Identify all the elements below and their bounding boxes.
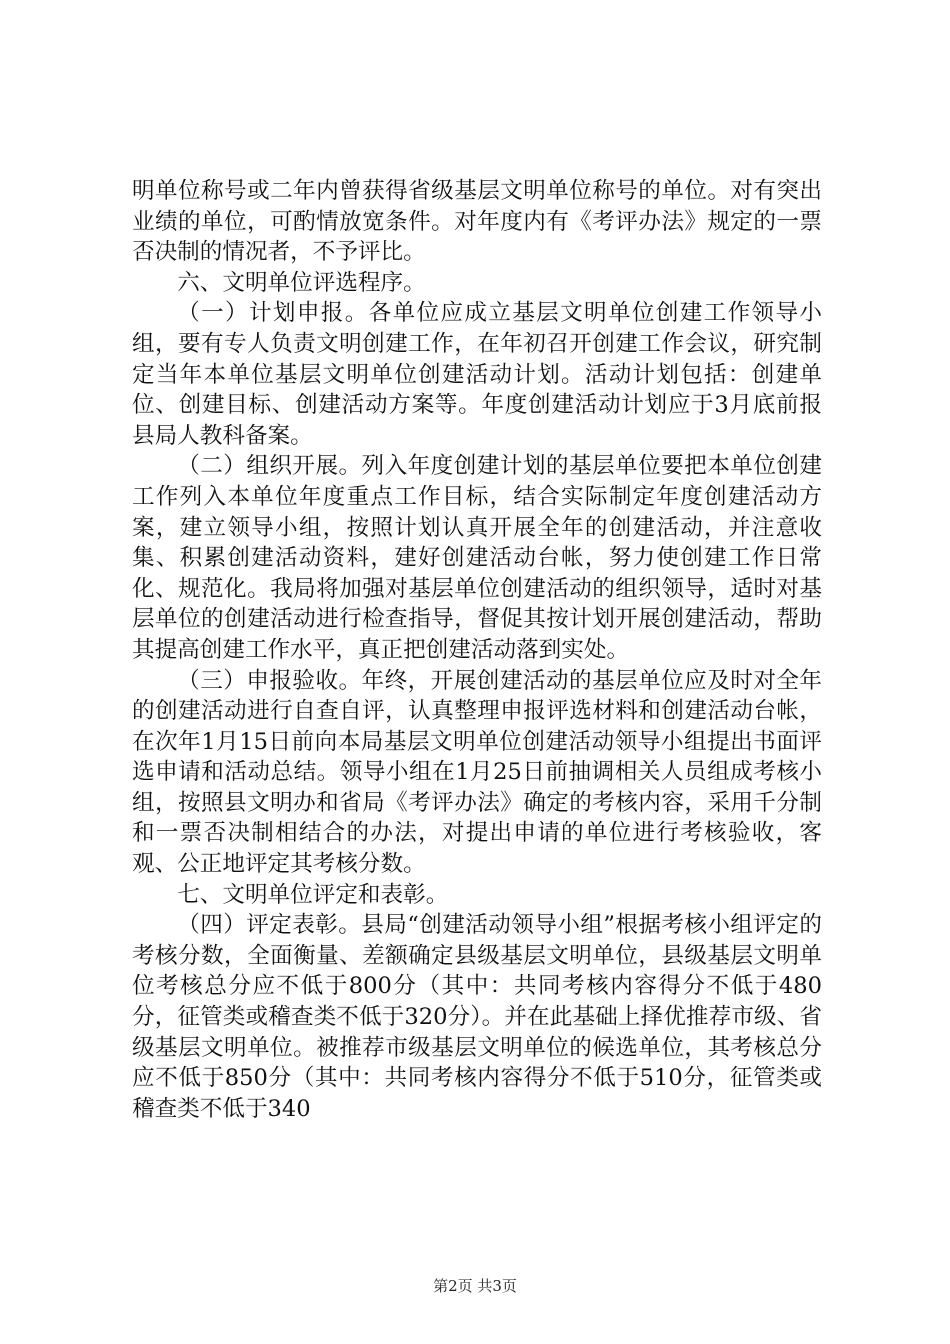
- section-heading-7: 七、文明单位评定和表彰。: [177, 881, 449, 908]
- document-body: [132, 176, 822, 1124]
- paragraph-organize: （二）组织开展。列入年度创建计划的基层单位要把本单位创建工作列入本单位年度重点工作目标，结合实际制定年度创建活动方案，建立领导小组，按照计划认真开展全年的创建活动，并注意收集、积累创建活动资料，建好创建活动台帐，努力使创建工作日常化、规范化。我局将加强对基层单位创建活动的组织领导，适时对基层单位的创建活动进行检查指导，督促其按计划开展创建活动，帮助其提高创建工作水平，真正把创建活动落到实处。: [132, 453, 822, 663]
- paragraph-commendation: （四）评定表彰。县局“创建活动领导小组”根据考核小组评定的考核分数，全面衡量、差额确定县级基层文明单位，县级基层文明单位考核总分应不低于800分（其中：共同考核内容得分不低于480分，征管类或稽查类不低于320分）。并在此基础上择优推荐市级、省级基层文明单位。被推荐市级基层文明单位的候选单位，其考核总分应不低于850分（其中：共同考核内容得分不低于510分，征管类或稽查类不低于340: [132, 912, 822, 1122]
- page-number: 第2页 共3页: [433, 1277, 517, 1295]
- paragraph-acceptance: （三）申报验收。年终，开展创建活动的基层单位应及时对全年的创建活动进行自查自评，认真整理申报评选材料和创建活动台帐，在次年1月15日前向本局基层文明单位创建活动领导小组提出书面评选申请和活动总结。领导小组在1月25日前抽调相关人员组成考核小组，按照县文明办和省局《考评办法》确定的考核内容，采用千分制和一票否决制相结合的办法，对提出申请的单位进行考核验收，客观、公正地评定其考核分数。: [132, 667, 822, 878]
- section-heading-6: 六、文明单位评选程序。: [177, 269, 426, 296]
- paragraph-continuation: 明单位称号或二年内曾获得省级基层文明单位称号的单位。对有突出业绩的单位，可酌情放宽条件。对年度内有《考评办法》规定的一票否决制的情况者，不予评比。: [132, 178, 822, 266]
- paragraph-plan-declaration: （一）计划申报。各单位应成立基层文明单位创建工作领导小组，要有专人负责文明创建工作，在年初召开创建工作会议，研究制定当年本单位基层文明单位创建活动计划。活动计划包括：创建单位、创建目标、创建活动方案等。年度创建活动计划应于3月底前报县局人教科备案。: [132, 300, 822, 449]
